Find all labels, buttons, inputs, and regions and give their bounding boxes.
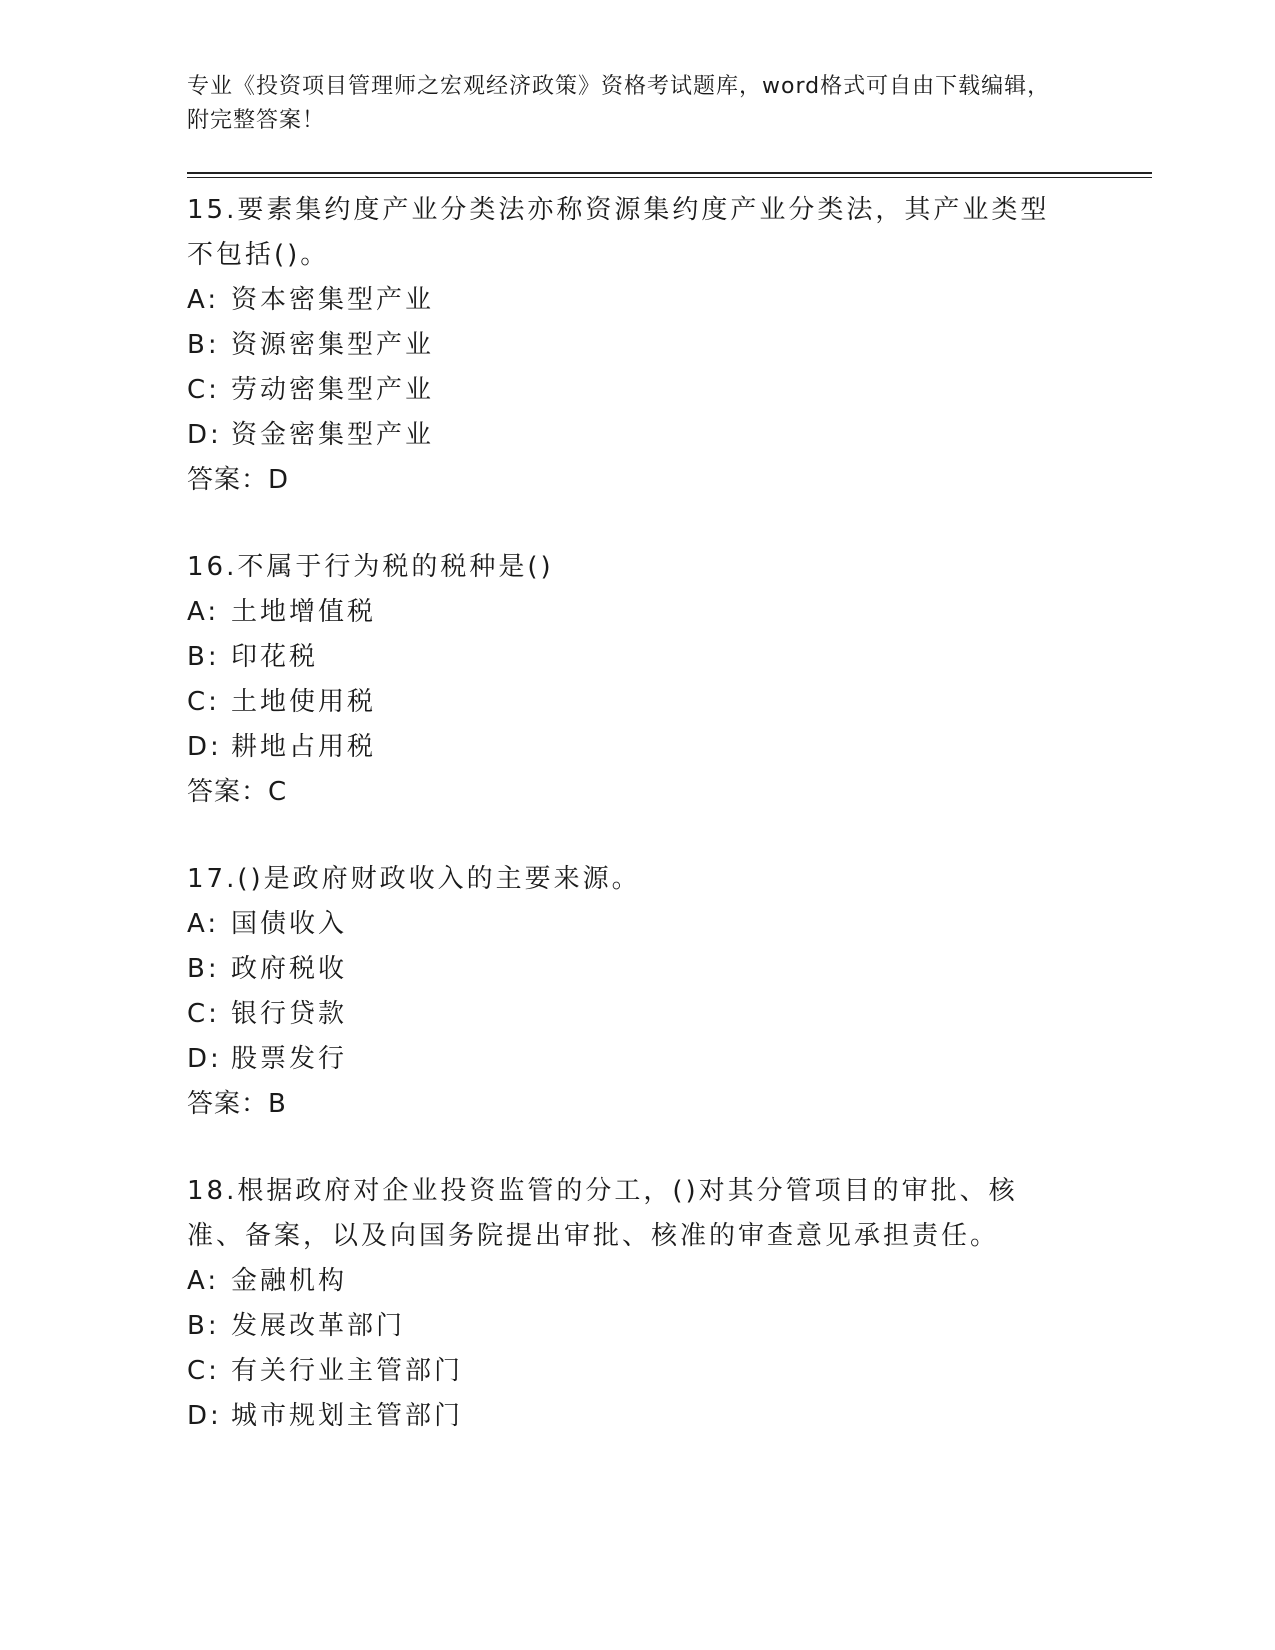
option-text: 劳动密集型产业 [231,375,435,405]
option-key: A: [187,597,220,627]
option-text: 资金密集型产业 [231,420,435,450]
option-d [187,1037,1152,1082]
question-stem: 16.不属于行为税的税种是() [187,552,554,582]
option-key: A: [187,285,220,315]
option-text: 国债收入 [231,909,348,939]
answer-line: 答案：B [187,1089,287,1119]
question-stem: 15.要素集约度产业分类法亦称资源集约度产业分类法，其产业类型不包括()。 [187,195,1050,270]
option-text: 土地使用税 [231,687,377,717]
option-key: C: [187,687,220,717]
option-text: 有关行业主管部门 [231,1356,464,1386]
option-text: 股票发行 [231,1044,348,1074]
question-18 [187,1169,1152,1439]
option-text: 发展改革部门 [231,1311,406,1341]
option-text: 耕地占用税 [231,732,377,762]
answer-line: 答案：D [187,465,290,495]
option-key: D: [187,1401,222,1431]
option-c [187,1349,1152,1394]
option-key: B: [187,1311,220,1341]
divider-thin-line [187,177,1152,178]
option-a [187,278,1152,323]
question-15 [187,188,1152,503]
option-text: 资本密集型产业 [231,285,435,315]
document-header: 专业《投资项目管理师之宏观经济政策》资格考试题库，word格式可自由下载编辑，附完整答案！ [187,74,1051,133]
option-d [187,1394,1152,1439]
document-page [187,70,1152,1481]
option-c [187,992,1152,1037]
option-key: A: [187,1266,220,1296]
option-c [187,680,1152,725]
option-key: B: [187,330,220,360]
option-b [187,635,1152,680]
option-b [187,947,1152,992]
option-a [187,1259,1152,1304]
option-d [187,725,1152,770]
option-key: B: [187,954,220,984]
option-key: C: [187,1356,220,1386]
option-key: A: [187,909,220,939]
option-c [187,368,1152,413]
option-d [187,413,1152,458]
option-key: B: [187,642,220,672]
option-text: 城市规划主管部门 [231,1401,464,1431]
header-divider [187,172,1152,178]
option-text: 资源密集型产业 [231,330,435,360]
question-16 [187,545,1152,815]
option-text: 政府税收 [231,954,348,984]
answer-line: 答案：C [187,777,288,807]
option-text: 金融机构 [231,1266,348,1296]
option-b [187,323,1152,368]
option-text: 银行贷款 [231,999,348,1029]
option-key: D: [187,420,222,450]
question-stem: 18.根据政府对企业投资监管的分工，()对其分管项目的审批、核准、备案，以及向国务院提出审批、核准的审查意见承担责任。 [187,1176,1018,1251]
option-b [187,1304,1152,1349]
option-a [187,902,1152,947]
option-key: D: [187,1044,222,1074]
option-key: D: [187,732,222,762]
divider-thick-line [187,172,1152,174]
option-text: 土地增值税 [231,597,377,627]
option-a [187,590,1152,635]
option-key: C: [187,375,220,405]
question-list [187,188,1152,1439]
question-stem: 17.()是政府财政收入的主要来源。 [187,864,641,894]
question-17 [187,857,1152,1127]
option-text: 印花税 [231,642,319,672]
option-key: C: [187,999,220,1029]
